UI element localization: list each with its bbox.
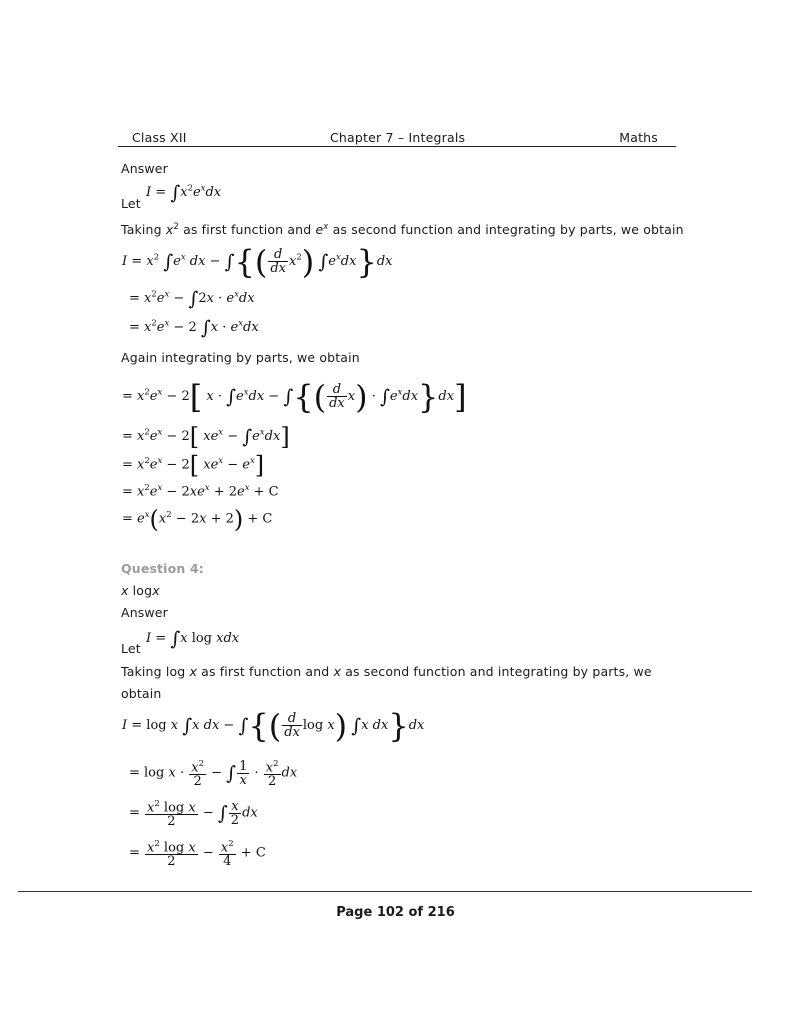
obtain-text-q4: obtain (121, 686, 162, 701)
again-text: Again integrating by parts, we obtain (121, 350, 360, 365)
taking-text: Taking $x^2$ as first function and $e^x$ as second function and integrating by parts, we obtain (121, 222, 684, 238)
equation-definition: $I = \int x^2e^xdx$ (146, 182, 222, 204)
question-4-title: Question 4: (121, 561, 204, 576)
equation-step-8: = $e^x(x^2 - 2x + 2) + C$ (122, 505, 273, 534)
equation-step-4: = $x^2e^x - 2$[ $x \cdot \int e^xdx$ − ∫{( $\frac{d}{dx}$ $x) \cdot \int e^xdx\}dx$] (122, 378, 467, 416)
question-4-expression: x logx (121, 583, 160, 598)
equation-step-3: = $x^2e^x - 2$ $\int x \cdot e^xdx$ (129, 317, 259, 339)
equation-step-2: = $x^2e^x - \int 2x \cdot e^xdx$ (129, 288, 255, 310)
taking-text-q4: Taking log x as first function and x as second function and integrating by parts, we (121, 664, 652, 679)
header-subject: Maths (619, 130, 658, 145)
let-label-q4: Let (121, 641, 141, 656)
let-label: Let (121, 196, 141, 211)
answer-label-q4: Answer (121, 605, 168, 620)
page-header (118, 128, 676, 147)
equation-step-1: $I = x^2$ $\int e^x$ dx − ∫{( $\frac{d}{dx}$ $x^2$) $\int e^xdx\}dx$ (122, 243, 393, 281)
equation-q4-definition: I = ∫x log xdx (146, 628, 240, 650)
header-chapter: Chapter 7 – Integrals (330, 130, 466, 145)
header-class: Class XII (132, 130, 187, 145)
equation-q4-step-4: = $\frac{x^2 \log x}{2}$ − $\frac{x^2}{4}$ + C (129, 839, 266, 870)
page-number: Page 102 of 216 (336, 905, 455, 920)
equation-q4-step-1: I = log x ∫x dx − ∫{( $\frac{d}{dx}$ log x) ∫x dx}dx (122, 707, 425, 745)
equation-q4-step-3: = $\frac{x^2 \log x}{2}$ − ∫ $\frac{x}{2}$ dx (129, 798, 258, 830)
equation-step-7: = $x^2e^x - 2xe^x + 2e^x + C$ (122, 483, 279, 500)
equation-step-5: = $x^2e^x - 2$[ $xe^x - \int e^xdx$] (122, 423, 290, 451)
equation-q4-step-2: = log x · $\frac{x^2}{2}$ − ∫ $\frac{1}{x}$ · $\frac{x^2}{2}$ dx (129, 758, 298, 790)
equation-step-6: = $x^2e^x - 2$[ $xe^x - e^x$] (122, 451, 265, 480)
footer-divider (18, 891, 752, 892)
answer-label: Answer (121, 161, 168, 176)
